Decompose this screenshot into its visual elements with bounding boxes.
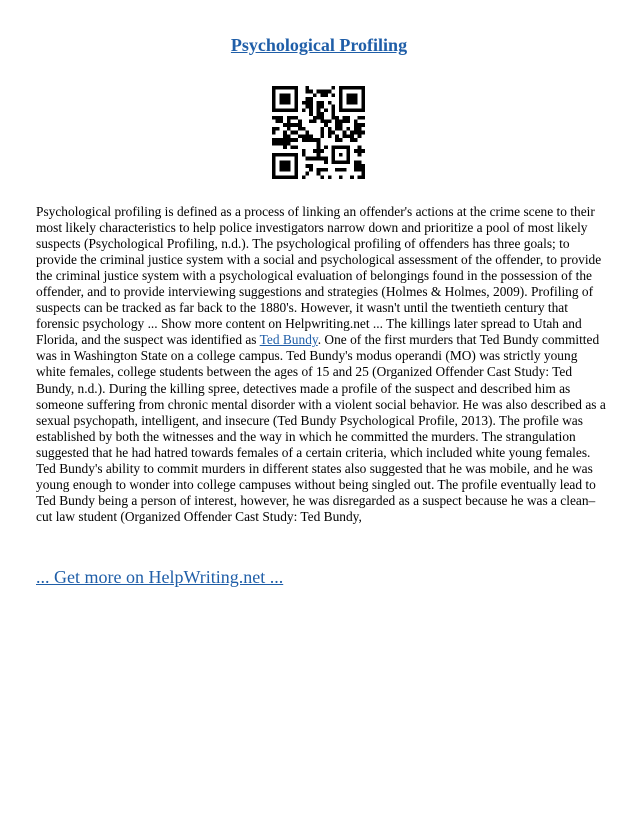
qr-module	[272, 116, 276, 120]
qr-module	[276, 116, 280, 120]
qr-module	[361, 175, 365, 179]
qr-module	[279, 138, 283, 142]
qr-module	[272, 131, 276, 135]
qr-module	[305, 97, 309, 101]
qr-module	[320, 149, 324, 153]
qr-module	[328, 175, 332, 179]
qr-module	[361, 149, 365, 153]
qr-module	[309, 101, 313, 105]
qr-module	[283, 138, 287, 142]
qr-module	[279, 116, 283, 120]
qr-module	[332, 116, 336, 120]
qr-module	[313, 119, 317, 123]
qr-module	[346, 119, 350, 123]
qr-module	[361, 131, 365, 135]
qr-module	[313, 138, 317, 142]
qr-module	[339, 175, 343, 179]
qr-module	[320, 127, 324, 131]
qr-module	[361, 116, 365, 120]
qr-module	[305, 101, 309, 105]
qr-module	[354, 149, 358, 153]
qr-module	[305, 90, 309, 94]
qr-module	[305, 105, 309, 109]
qr-module	[320, 168, 324, 172]
qr-module	[276, 138, 280, 142]
qr-module	[302, 175, 306, 179]
qr-module	[328, 101, 332, 105]
qr-module	[302, 101, 306, 105]
qr-module	[302, 149, 306, 153]
qr-module	[361, 123, 365, 127]
title-link[interactable]: Psychological Profiling	[230, 35, 408, 55]
qr-module	[343, 119, 347, 123]
qr-module	[298, 119, 302, 123]
qr-module	[287, 134, 291, 138]
qr-module	[324, 146, 328, 150]
qr-module	[291, 116, 295, 120]
qr-module	[302, 153, 306, 157]
qr-module	[358, 164, 362, 168]
qr-module	[317, 172, 321, 176]
qr-module	[350, 134, 354, 138]
qr-code	[272, 86, 365, 179]
qr-module	[313, 93, 317, 97]
qr-module	[272, 127, 276, 131]
qr-module	[358, 131, 362, 135]
paragraph-text-part1: Psychological profiling is defined as a process of linking an offender's actions at the crime scene to their most likely characteristics to help police investigators narrow down and prioritize a pool of most likely suspects (Psychological Profiling, n.d.). The psychological profiling of offenders has three goals; to provide the criminal justice system with a social and psychological assessment of the offender, to provide the criminal justice system with a psychological evaluation of belongings found in the possession of the offender, and to provide interviewing suggestions and strategies (Holmes & Holmes, 2009). Profiling of suspects can be tracked as far back to the 1880's. However, it wasn't until the twentieth century that forensic psychology ... Show more content on Helpwriting.net ... The killings later spread to Utah and Florida, and the suspect was identified as	[36, 204, 602, 348]
qr-module	[320, 116, 324, 120]
qr-module	[305, 157, 309, 161]
qr-module	[354, 131, 358, 135]
page-title	[0, 34, 638, 56]
qr-module	[358, 123, 362, 127]
qr-module	[305, 164, 309, 168]
qr-module	[339, 123, 343, 127]
qr-module	[354, 168, 358, 172]
qr-module	[279, 119, 283, 123]
qr-module	[309, 134, 313, 138]
qr-module	[302, 127, 306, 131]
qr-module	[350, 175, 354, 179]
qr-module	[350, 138, 354, 142]
qr-module	[339, 119, 343, 123]
qr-module	[332, 105, 336, 109]
qr-module	[276, 127, 280, 131]
qr-module	[317, 157, 321, 161]
ted-bundy-link[interactable]: Ted Bundy	[259, 332, 318, 348]
qr-module	[317, 116, 321, 120]
qr-module	[283, 134, 287, 138]
qr-module	[354, 123, 358, 127]
qr-module	[343, 116, 347, 120]
qr-module	[320, 90, 324, 94]
qr-module	[287, 123, 291, 127]
get-more-link[interactable]: ... Get more on HelpWriting.net ...	[36, 567, 284, 587]
qr-module	[309, 90, 313, 94]
qr-module	[335, 138, 339, 142]
qr-module	[309, 157, 313, 161]
qr-module	[339, 127, 343, 131]
qr-module	[317, 90, 321, 94]
qr-module	[343, 134, 347, 138]
qr-module	[309, 105, 313, 109]
qr-module	[305, 86, 309, 90]
qr-module	[291, 146, 295, 150]
qr-module	[358, 168, 362, 172]
qr-module	[343, 168, 347, 172]
qr-module	[291, 138, 295, 142]
qr-module	[283, 142, 287, 146]
qr-module	[335, 134, 339, 138]
qr-module	[317, 142, 321, 146]
qr-module	[324, 168, 328, 172]
qr-module	[291, 123, 295, 127]
qr-module	[287, 127, 291, 131]
qr-module	[328, 134, 332, 138]
qr-module	[320, 93, 324, 97]
body-paragraph	[36, 204, 606, 525]
qr-module	[332, 112, 336, 116]
qr-module	[328, 131, 332, 135]
qr-module	[339, 168, 343, 172]
qr-module	[324, 90, 328, 94]
qr-module	[313, 157, 317, 161]
qr-module	[358, 175, 362, 179]
qr-module	[309, 112, 313, 116]
qr-module	[309, 97, 313, 101]
qr-module	[287, 116, 291, 120]
qr-module	[305, 138, 309, 142]
qr-module	[320, 112, 324, 116]
qr-module	[305, 131, 309, 135]
qr-module	[346, 116, 350, 120]
qr-module	[298, 134, 302, 138]
qr-module	[313, 116, 317, 120]
qr-module	[358, 116, 362, 120]
qr-module	[272, 142, 276, 146]
qr-module	[335, 168, 339, 172]
paragraph-text-part2: . One of the first murders that Ted Bundy committed was in Washington State on a college campus. Ted Bundy's modus operandi (MO) was strictly young white females, college students between the ages of 15 and 25 (Organized Offender Cast Study: Ted Bundy, n.d.). During the killing spree, detectives made a profile of the suspect and described him as someone suffering from chronic mental disorder with a violent social behavior. He was also described as a sexual psychopath, intelligent, and insecure (Ted Bundy Psychological Profile, 2013). The profile was established by both the witnesses and the way in which he committed the murders. The strangulation suggested that he had hatred towards females of a certain criteria, which included white young females. Ted Bundy's ability to commit murders in different states also suggested that he was mobile, and he was young enough to wonder into college campuses without being singled out. The profile eventually lead to Ted Bundy being a person of interest, however, he was disregarded as a suspect because he was a clean–cut law student (Organized Offender Cast Study: Ted Bundy,	[36, 332, 606, 524]
qr-module	[324, 93, 328, 97]
qr-module	[298, 123, 302, 127]
qr-module	[317, 168, 321, 172]
qr-module	[339, 138, 343, 142]
qr-module	[358, 160, 362, 164]
qr-module	[335, 116, 339, 120]
qr-module	[279, 142, 283, 146]
qr-module	[302, 134, 306, 138]
qr-module	[276, 119, 280, 123]
qr-module	[309, 168, 313, 172]
qr-module	[335, 119, 339, 123]
qr-module	[309, 138, 313, 142]
qr-module	[354, 160, 358, 164]
qr-module	[328, 90, 332, 94]
qr-module	[287, 119, 291, 123]
qr-module	[317, 153, 321, 157]
qr-module	[276, 142, 280, 146]
qr-module	[317, 101, 321, 105]
qr-module	[313, 149, 317, 153]
qr-module	[287, 142, 291, 146]
qr-module	[298, 127, 302, 131]
qr-module	[320, 119, 324, 123]
qr-module	[272, 138, 276, 142]
qr-module	[354, 127, 358, 131]
qr-module	[320, 157, 324, 161]
qr-module	[317, 149, 321, 153]
qr-module	[309, 164, 313, 168]
qr-module	[335, 127, 339, 131]
qr-module	[302, 138, 306, 142]
qr-module	[317, 138, 321, 142]
qr-module	[305, 172, 309, 176]
qr-module	[283, 146, 287, 150]
qr-module	[324, 119, 328, 123]
qr-module	[305, 134, 309, 138]
qr-module	[317, 112, 321, 116]
qr-code-graphic	[272, 86, 365, 179]
qr-module	[335, 123, 339, 127]
qr-module	[350, 131, 354, 135]
qr-module	[346, 134, 350, 138]
qr-module	[320, 101, 324, 105]
qr-module	[358, 127, 362, 131]
qr-module	[358, 153, 362, 157]
qr-module	[324, 123, 328, 127]
qr-module	[317, 105, 321, 109]
qr-module	[332, 86, 336, 90]
qr-module	[320, 105, 324, 109]
qr-module	[320, 134, 324, 138]
qr-module	[361, 168, 365, 172]
qr-module	[324, 157, 328, 161]
qr-module	[332, 131, 336, 135]
qr-module	[354, 164, 358, 168]
qr-module	[343, 131, 347, 135]
qr-module	[320, 175, 324, 179]
qr-module	[287, 138, 291, 142]
qr-module	[346, 127, 350, 131]
qr-module	[361, 164, 365, 168]
qr-module	[358, 134, 362, 138]
qr-module	[332, 93, 336, 97]
qr-module	[283, 123, 287, 127]
qr-module	[354, 138, 358, 142]
qr-module	[324, 160, 328, 164]
qr-module	[358, 146, 362, 150]
qr-module	[361, 172, 365, 176]
qr-module	[283, 131, 287, 135]
qr-module	[358, 149, 362, 153]
qr-module	[291, 131, 295, 135]
qr-module	[354, 119, 358, 123]
qr-module	[328, 127, 332, 131]
qr-module	[328, 119, 332, 123]
qr-module	[320, 131, 324, 135]
qr-module	[309, 119, 313, 123]
qr-module	[317, 146, 321, 150]
